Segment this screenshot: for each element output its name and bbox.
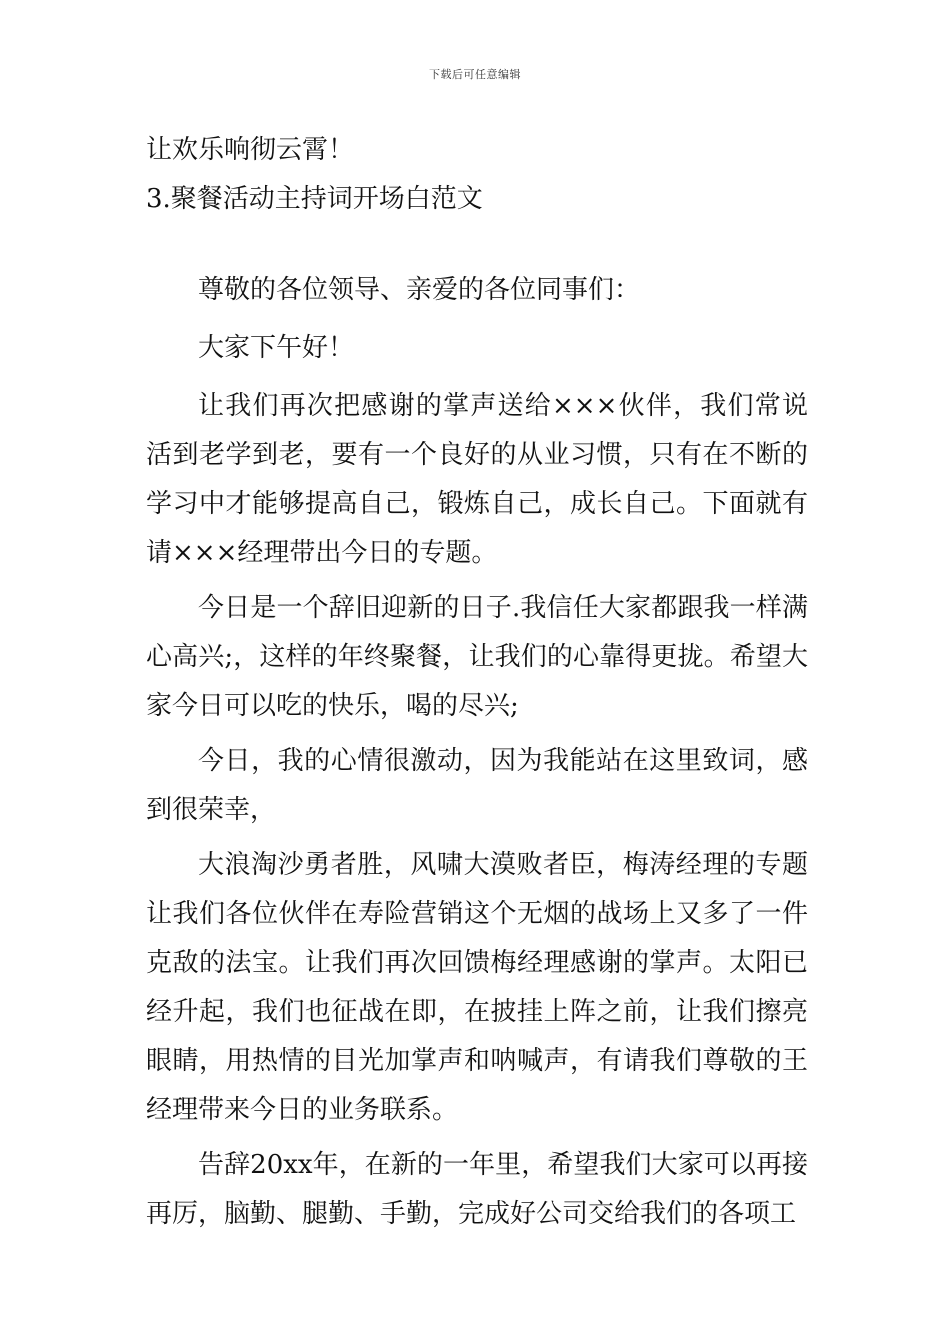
intro-line: 让欢乐响彻云霄！ xyxy=(146,135,355,165)
greeting: 大家下午好！ xyxy=(198,333,355,363)
blank-spacer xyxy=(146,224,808,266)
page-header-note: 下载后可任意编辑 xyxy=(429,68,521,81)
paragraph: 大浪淘沙勇者胜，风啸大漠败者臣，梅涛经理的专题让我们各位伙伴在寿险营销这个无烟的战场上又多了一件克敌的法宝。让我们再次回馈梅经理感谢的掌声。太阳已经升起，我们也征战在即，在披挂上阵之前，让我们擦亮眼睛，用热情的目光加掌声和呐喊声，有请我们尊敬的王经理带来今日的业务联系。 xyxy=(146,850,808,1125)
paragraph: 今日是一个辞旧迎新的日子.我信任大家都跟我一样满心高兴;，这样的年终聚餐，让我们的心靠得更拢。希望大家今日可以吃的快乐，喝的尽兴; xyxy=(146,593,808,721)
document-body xyxy=(146,126,808,1245)
salutation: 尊敬的各位领导、亲爱的各位同事们： xyxy=(198,275,641,305)
paragraph: 今日，我的心情很激动，因为我能站在这里致词，感到很荣幸， xyxy=(146,746,808,825)
section-title: 3.聚餐活动主持词开场白范文 xyxy=(146,184,483,214)
paragraph: 让我们再次把感谢的掌声送给×××伙伴，我们常说活到老学到老，要有一个良好的从业习惯，只有在不断的学习中才能够提高自己，锻炼自己，成长自己。下面就有请×××经理带出今日的专题。 xyxy=(146,391,808,568)
paragraph: 告辞20xx年，在新的一年里，希望我们大家可以再接再厉，脑勤、腿勤、手勤，完成好公司交给我们的各项工 xyxy=(146,1150,808,1229)
